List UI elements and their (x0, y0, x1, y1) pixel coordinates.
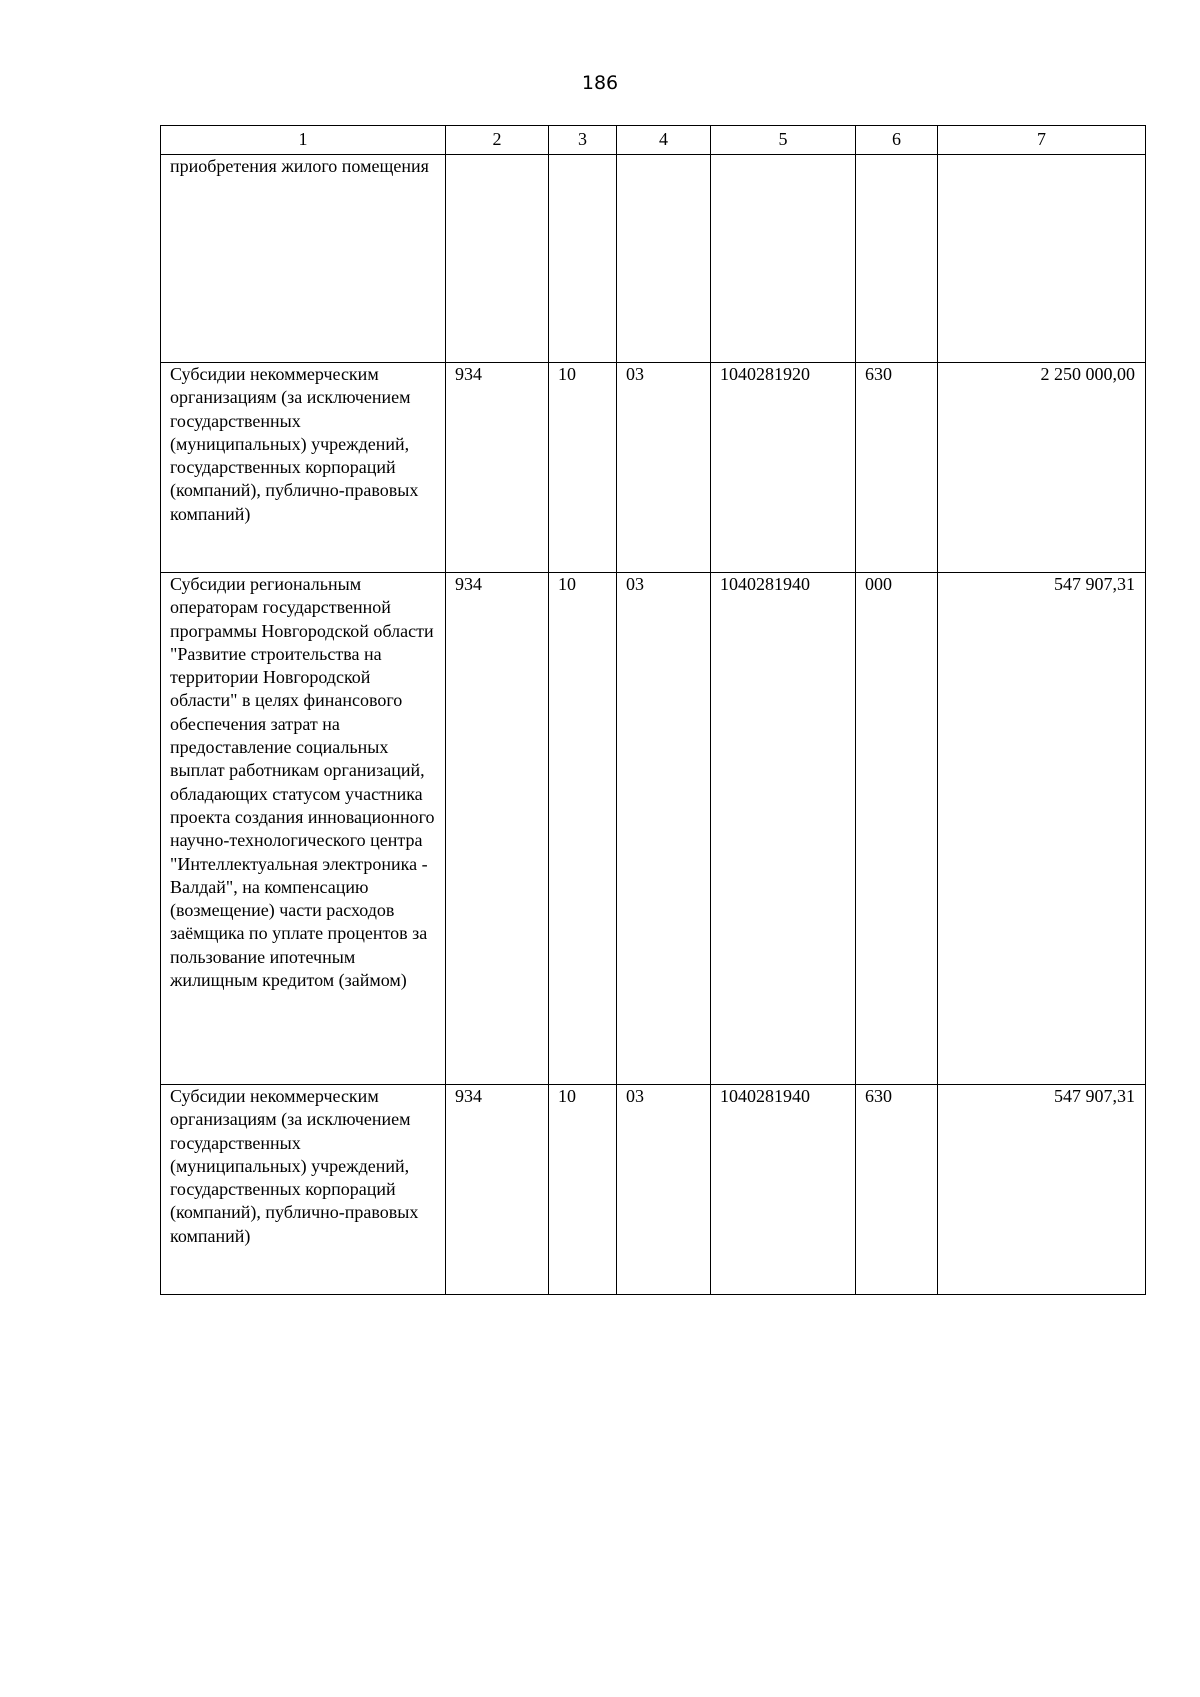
cell-code-2 (446, 155, 549, 363)
cell-code-5: 1040281940 (711, 573, 856, 1085)
cell-code-3: 10 (549, 573, 617, 1085)
cell-code-4 (617, 155, 711, 363)
cell-code-5: 1040281920 (711, 363, 856, 573)
cell-code-6 (856, 155, 938, 363)
cell-code-2: 934 (446, 363, 549, 573)
cell-amount: 547 907,31 (938, 573, 1146, 1085)
cell-amount (938, 155, 1146, 363)
table-row (161, 363, 1146, 573)
column-header: 1 (161, 126, 446, 155)
cell-code-2: 934 (446, 1085, 549, 1295)
table-row (161, 1085, 1146, 1295)
cell-code-6: 000 (856, 573, 938, 1085)
cell-code-6: 630 (856, 363, 938, 573)
cell-code-6: 630 (856, 1085, 938, 1295)
cell-code-3: 10 (549, 363, 617, 573)
cell-code-4: 03 (617, 1085, 711, 1295)
cell-code-4: 03 (617, 363, 711, 573)
cell-code-2: 934 (446, 573, 549, 1085)
column-header: 5 (711, 126, 856, 155)
cell-code-4: 03 (617, 573, 711, 1085)
column-header: 4 (617, 126, 711, 155)
budget-table (160, 125, 1146, 1295)
row-name: Субсидии региональным операторам государственной программы Новгородской области "Развитие строительства на территории Новгородской области" в целях финансового обеспечения затрат на предоставление социальных выплат работникам организаций, обладающих статусом участника проекта создания инновационного научно-технологического центра "Интеллектуальная электроника - Валдай", на компенсацию (возмещение) части расходов заёмщика по уплате процентов за пользование ипотечным жилищным кредитом (займом) (161, 573, 446, 1085)
column-header: 7 (938, 126, 1146, 155)
column-header: 3 (549, 126, 617, 155)
cell-amount: 2 250 000,00 (938, 363, 1146, 573)
table-header-row (161, 126, 1146, 155)
table-row (161, 155, 1146, 363)
cell-code-5 (711, 155, 856, 363)
column-header: 6 (856, 126, 938, 155)
page-number: 186 (581, 72, 619, 94)
row-name: Субсидии некоммерческим организациям (за исключением государственных (муниципальных) учреждений, государственных корпораций (компаний), публично-правовых компаний) (161, 363, 446, 573)
row-name: Субсидии некоммерческим организациям (за исключением государственных (муниципальных) учреждений, государственных корпораций (компаний), публично-правовых компаний) (161, 1085, 446, 1295)
cell-code-5: 1040281940 (711, 1085, 856, 1295)
row-name: приобретения жилого помещения (161, 155, 446, 363)
cell-code-3 (549, 155, 617, 363)
column-header: 2 (446, 126, 549, 155)
cell-code-3: 10 (549, 1085, 617, 1295)
table-row (161, 573, 1146, 1085)
cell-amount: 547 907,31 (938, 1085, 1146, 1295)
